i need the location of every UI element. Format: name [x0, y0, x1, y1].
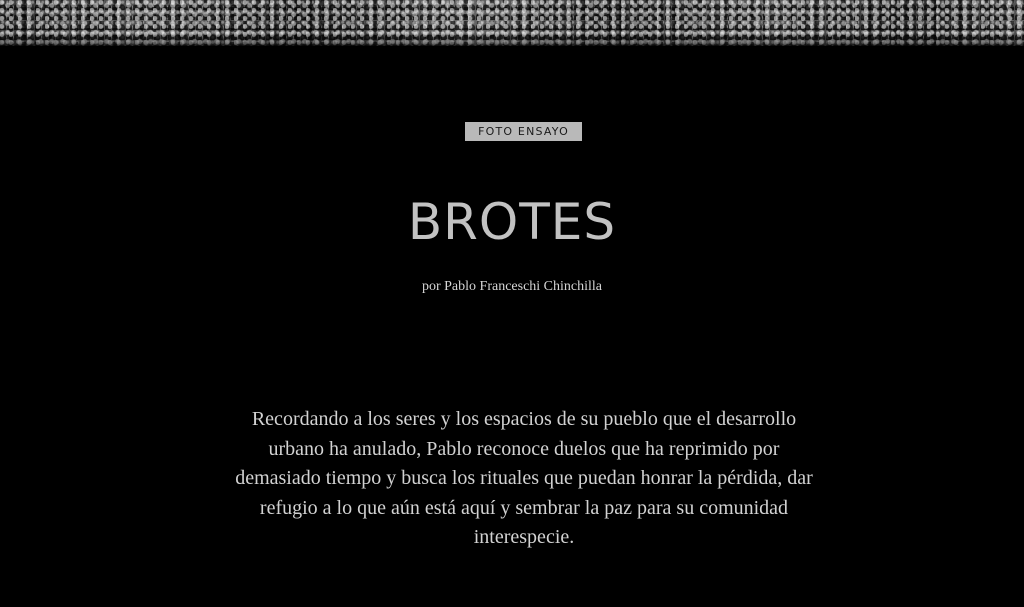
article-summary: Recordando a los seres y los espacios de su pueblo que el desarrollo urbano ha anulado, Pablo reconoce duelos que ha reprimido por demasiado tiempo y busca los rituales que puedan honrar la pérdida, dar refugio a lo que aún está aquí y sembrar la paz para su comunidad interespecie.: [235, 408, 813, 548]
category-badge: FOTO ENSAYO: [465, 122, 582, 141]
article-title: BROTES: [407, 193, 617, 251]
author-byline: por Pablo Franceschi Chinchilla: [421, 279, 603, 294]
hero-photo: [0, 0, 1024, 46]
